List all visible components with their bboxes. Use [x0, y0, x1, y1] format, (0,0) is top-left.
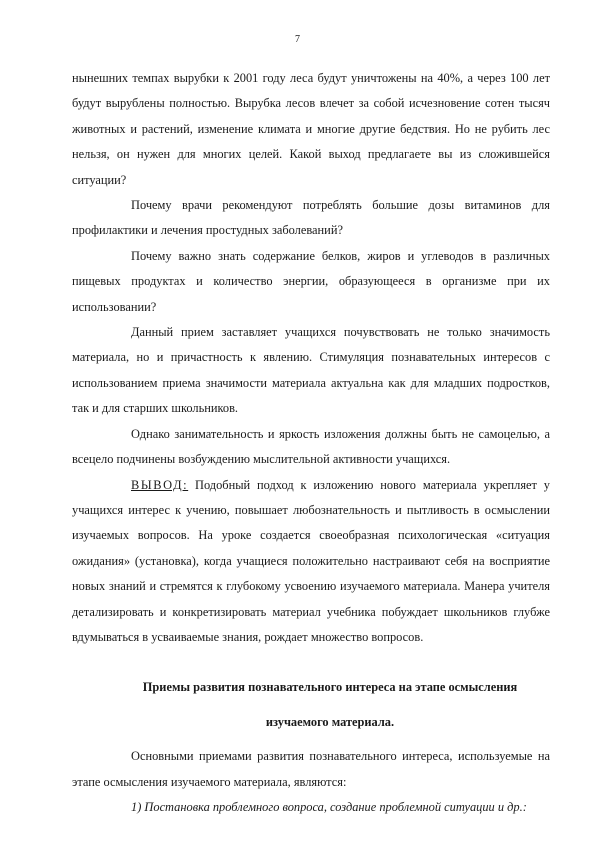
- question-vitamins: Почему врачи рекомендуют потреблять большие дозы витаминов для профилактики и лечения простудных заболеваний?: [72, 198, 550, 238]
- section-heading-line-2: изучаемого материала.: [265, 715, 395, 730]
- section-heading-line-1: Приемы развития познавательного интереса на этапе осмысления: [142, 680, 518, 695]
- conclusion-text: Подобный подход к изложению нового материала укрепляет у учащихся интерес к учению, повышает любознательность и пытливость в осмыслении изучаемых вопросов. На уроке создается своеобразная психологическая «ситуация ожидания» (установка), когда учащиеся положительно настраивают себя на восприятие новых знаний и стремятся к глубокому усвоению изучаемого материала. Манера учителя детализировать и конкретизировать материал учебника побуждает школьников глубже вдумываться в усваиваемые знания, рождает множество вопросов.: [72, 477, 550, 644]
- question-nutrients: Почему важно знать содержание белков, жиров и углеводов в различных пищевых продуктах и количество энергии, образующееся в организме при их использовании?: [72, 248, 550, 314]
- page-content: [72, 66, 550, 821]
- paragraph-method: Данный прием заставляет учащихся почувствовать не только значимость материала, но и причастность к явлению. Стимуляция познавательных интересов с использованием приема значимости материала актуальна как для младших подростков, так и для старших школьников.: [72, 325, 550, 416]
- paragraph-intro: нынешних темпах вырубки к 2001 году леса будут уничтожены на 40%, а через 100 лет будут вырублены полностью. Вырубка лесов влечет за собой исчезновение сотен тысяч животных и растений, изменение климата и многие другие бедствия. Но не рубить лес нельзя, он нужен для многих целей. Какой выход предлагаете вы из сложившейся ситуации?: [72, 71, 550, 187]
- section-heading: [72, 676, 550, 734]
- page-number: 7: [295, 34, 300, 45]
- paragraph-entertainment: Однако занимательность и яркость изложения должны быть не самоцелью, а всецело подчинены возбуждению мыслительной активности учащихся.: [72, 426, 550, 467]
- conclusion-label: ВЫВОД:: [131, 477, 189, 492]
- paragraph-conclusion: [72, 473, 550, 651]
- paragraph-main-methods: Основными приемами развития познавательного интереса, используемые на этапе осмысления изучаемого материала, являются:: [72, 749, 550, 789]
- list-item-1: 1) Постановка проблемного вопроса, создание проблемной ситуации и др.:: [131, 800, 527, 815]
